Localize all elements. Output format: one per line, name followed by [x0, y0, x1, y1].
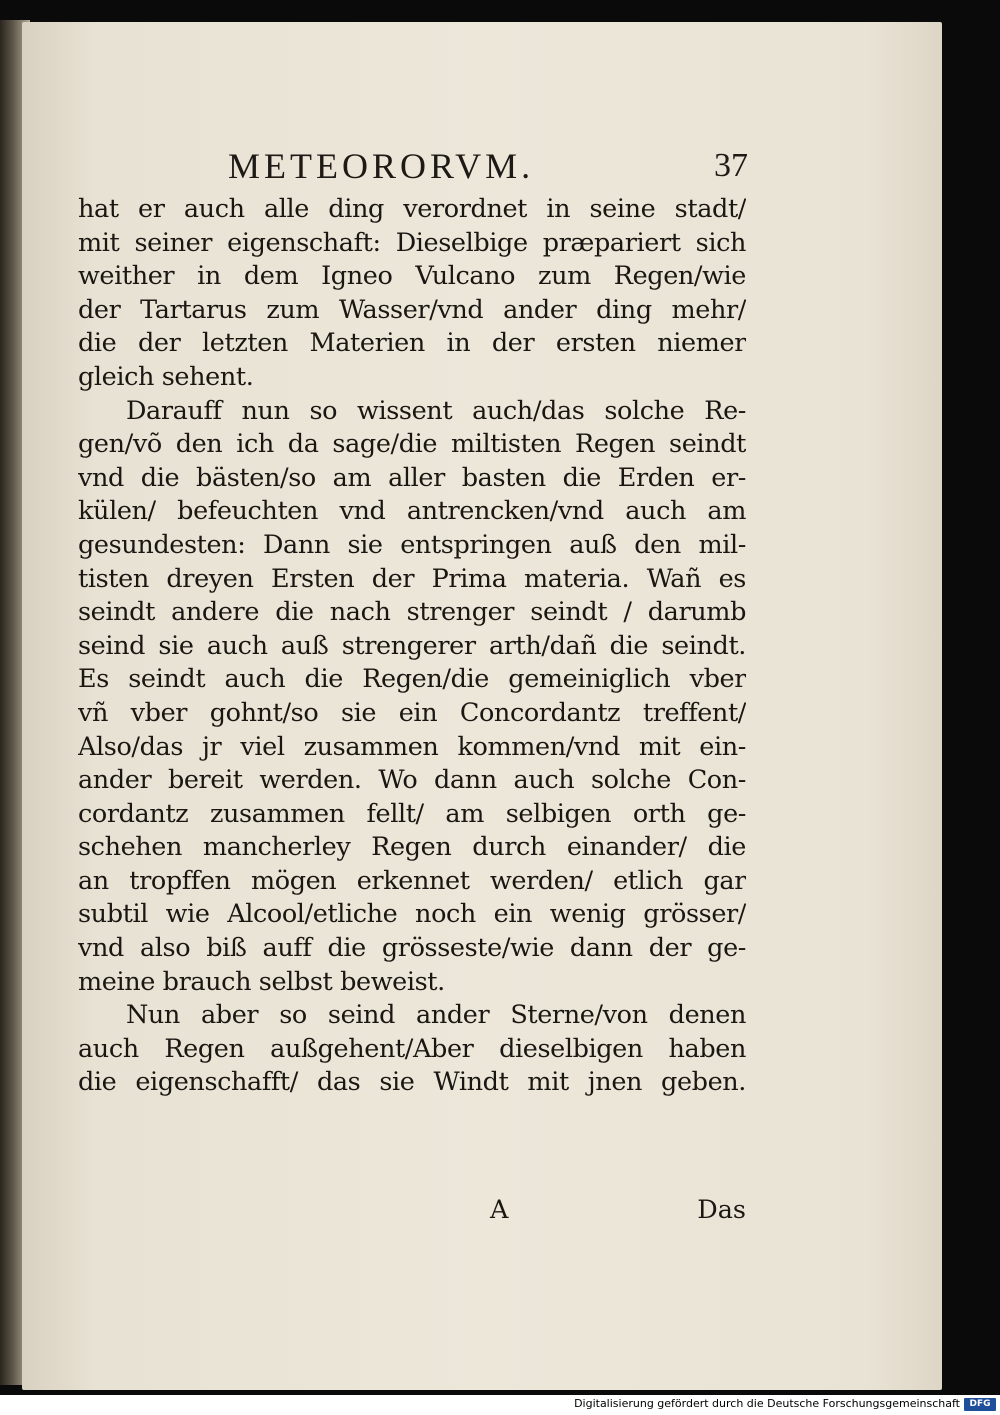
text-line: Nun aber so seind ander Sterne/von denen [126, 1000, 746, 1031]
text-line: die der letzten Materien in der ersten niemer [78, 328, 746, 359]
text-line: ander bereit werden. Wo dann auch solche Con- [78, 765, 746, 796]
body-text [78, 193, 746, 1100]
text-line: die eigenschafft/ das sie Windt mit jnen geben. [78, 1067, 746, 1098]
text-line: an tropffen mögen erkennet werden/ etlich gar [78, 865, 746, 896]
text-line: Darauff nun so wissent auch/das solche Re- [126, 395, 746, 426]
text-line: vnd die bästen/so am aller basten die Erden er- [78, 462, 746, 493]
catchline [490, 1195, 746, 1229]
text-line: vñ vber gohnt/so sie ein Concordantz treffent/ [78, 697, 746, 728]
text-line: mit seiner eigenschaft: Dieselbige præpariert sich [78, 227, 746, 258]
footer-bar [0, 1395, 1000, 1415]
text-line: der Tartarus zum Wasser/vnd ander ding mehr/ [78, 294, 746, 325]
text-line: Es seindt auch die Regen/die gemeiniglich vber [78, 664, 746, 695]
text-line: auch Regen außgehent/Aber dieselbigen haben [78, 1033, 746, 1064]
text-line: seindt andere die nach strenger seindt / darumb [78, 597, 746, 628]
text-line: gesundesten: Dann sie entspringen auß den mil- [78, 529, 746, 560]
text-line: cordantz zusammen fellt/ am selbigen orth ge- [78, 798, 746, 829]
text-line: weither in dem Igneo Vulcano zum Regen/wie [78, 261, 746, 292]
text-line: vnd also biß auff die grösseste/wie dann der ge- [78, 933, 746, 964]
text-line: tisten dreyen Ersten der Prima materia. Wañ es [78, 563, 746, 594]
text-line: subtil wie Alcool/etliche noch ein wenig grösser/ [78, 899, 746, 930]
text-line: seind sie auch auß strengerer arth/dañ die seindt. [78, 630, 746, 661]
page-header [228, 145, 748, 195]
signature-mark: A [490, 1195, 509, 1225]
page-number: 37 [714, 147, 748, 184]
text-line: gen/võ den ich da sage/die miltisten Regen seindt [78, 429, 746, 460]
dfg-logo: DFG [964, 1398, 996, 1411]
text-line: schehen mancherley Regen durch einander/ die [78, 832, 746, 863]
text-line: hat er auch alle ding verordnet in seine stadt/ [78, 194, 746, 224]
text-line: Also/das jr viel zusammen kommen/vnd mit ein- [78, 731, 746, 762]
text-line: külen/ befeuchten vnd antrencken/vnd auch am [78, 496, 746, 527]
text-line: meine brauch selbst beweist. [78, 966, 445, 997]
text-line: gleich sehent. [78, 361, 254, 392]
running-head: METEORORVM. [228, 146, 535, 186]
catchword: Das [697, 1195, 746, 1225]
footer-credit: Digitalisierung gefördert durch die Deutsche Forschungsgemeinschaft [574, 1397, 960, 1410]
